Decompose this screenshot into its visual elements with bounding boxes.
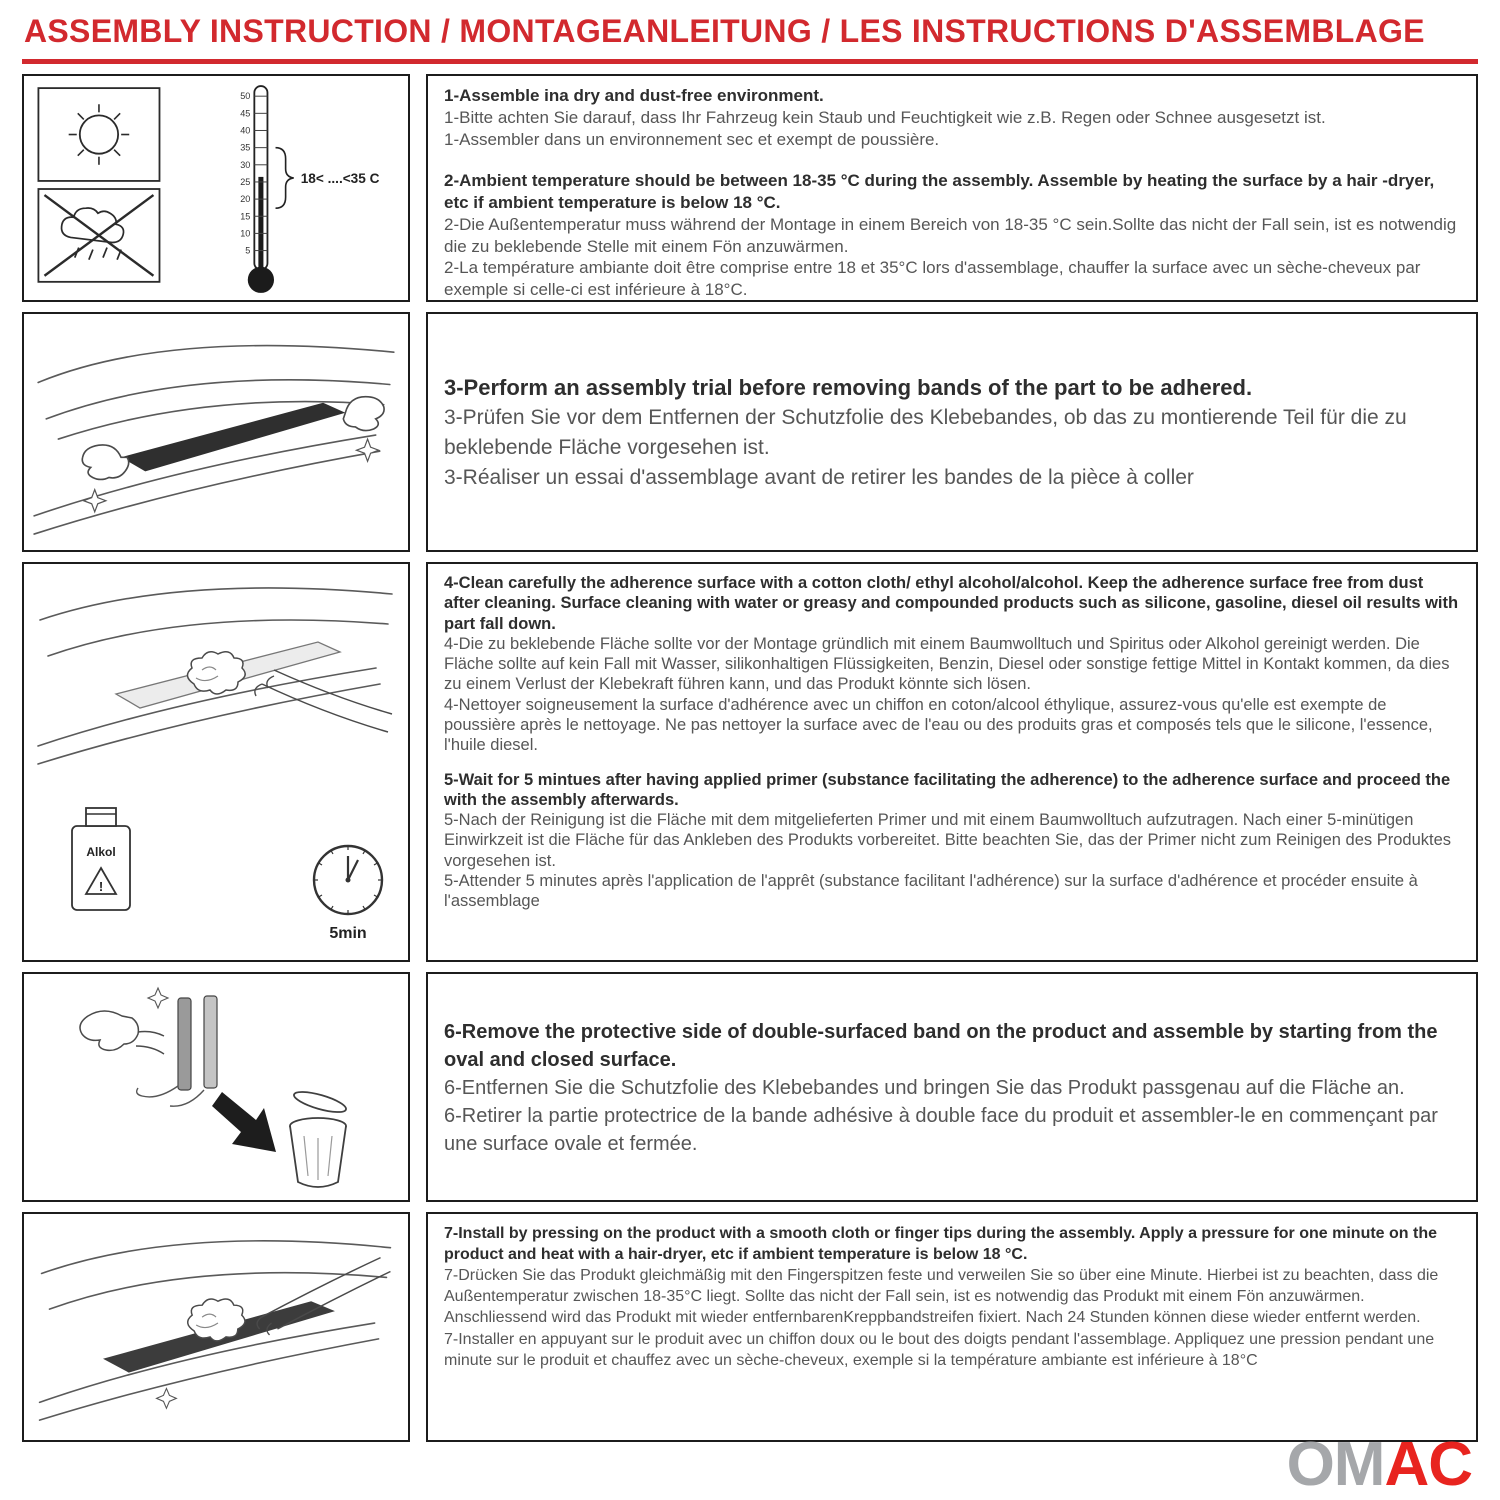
step4-fr: 4-Nettoyer soigneusement la surface d'adhérence avec un chiffon en coton/alcool éthylique, assurez-vous qu'elle est exempte de poussière après le nettoyage. Ne pas nettoyer la surface avec de l'eau ou des produits gras et composés tels que le silicone, l'essence, l'huile diesel. bbox=[444, 695, 1433, 755]
step2-fr: 2-La température ambiante doit être comprise entre 18 et 35°C lors d'assemblage, chauffer la surface avec un sèche-cheveux par exemple si celle-ci est inférieure à 18°C. bbox=[444, 258, 1421, 299]
step4-en: 4-Clean carefully the adherence surface with a cotton cloth/ ethyl alcohol/alcohol. Keep the adherence surface free from dust after cleaning. Surface cleaning with water or greasy and compounded products such as silicone, gasoline, diesel oil results with part fall down. bbox=[444, 574, 1459, 633]
sparkle-icon bbox=[148, 988, 168, 1008]
figure-temperature-conditions bbox=[22, 74, 410, 302]
peeling-hand-sketch bbox=[80, 1011, 164, 1054]
header-divider bbox=[22, 59, 1478, 64]
thermometer-scale bbox=[240, 91, 250, 255]
sparkle-icons bbox=[84, 439, 379, 512]
step5-fr: 5-Attender 5 minutes après l'application de l'apprêt (substance facilitant l'adhérence) sur la surface d'adhérence et procéder ensuite à l'assemblage bbox=[444, 871, 1418, 911]
sun-icon bbox=[69, 104, 130, 165]
svg-text:30: 30 bbox=[240, 159, 251, 170]
adhesive-strips bbox=[137, 996, 217, 1106]
step5-de: 5-Nach der Reinigung ist die Fläche mit dem mitgelieferten Primer und mit einem Baumwolltuch aufzutragen. Nach einer 5-minütigen Einwirkzeit ist die Fläche für das Ankleben des Produkts vorbereitet. Bitte beachten Sie, das der Primer nicht zum Reinigen des Produktes vorgesehen ist. bbox=[444, 811, 1452, 870]
press-install-illustration bbox=[24, 1214, 408, 1440]
svg-text:20: 20 bbox=[240, 194, 251, 205]
condition-boxes bbox=[38, 88, 159, 282]
section-clean-and-primer bbox=[22, 562, 1478, 962]
figure-remove-band bbox=[22, 972, 410, 1202]
clock-label: 5min bbox=[329, 925, 367, 942]
instructions-step-3 bbox=[426, 312, 1478, 552]
svg-text:50: 50 bbox=[240, 91, 251, 102]
figure-clean-surface bbox=[22, 562, 410, 962]
thermometer-icon bbox=[240, 86, 379, 293]
clean-surface-illustration bbox=[24, 564, 408, 960]
omac-logo-gray: OM bbox=[1286, 1430, 1385, 1499]
step1-de: 1-Bitte achten Sie darauf, dass Ihr Fahrzeug kein Staub und Feuchtigkeit wie z.B. Regen oder Schnee ausgesetzt ist. bbox=[444, 107, 1326, 127]
section-assembly-trial bbox=[22, 312, 1478, 552]
figure-assembly-trial bbox=[22, 312, 410, 552]
svg-text:35: 35 bbox=[240, 142, 251, 153]
trash-bin-icon bbox=[290, 1088, 348, 1187]
assembly-trial-illustration bbox=[24, 314, 408, 550]
svg-text:5: 5 bbox=[245, 245, 251, 256]
step6-en: 6-Remove the protective side of double-surfaced band on the product and assemble by starting from the oval and closed surface. bbox=[444, 1020, 1438, 1071]
sparkle-icon bbox=[157, 1388, 177, 1408]
svg-text:25: 25 bbox=[240, 176, 251, 187]
range-bracket bbox=[276, 148, 294, 209]
step6-de: 6-Entfernen Sie die Schutzfolie des Klebebandes und bringen Sie das Produkt passgenau auf die Fläche an. bbox=[444, 1076, 1405, 1099]
step7-de: 7-Drücken Sie das Produkt gleichmäßig mit den Fingerspitzen feste und verweilen Sie so über eine Minute. Hierbei ist zu beachten, dass die Außentemperatur zwischen 18-35°C liegt. Sollte das nicht der Fall sein, ist es notwendig das Produkt mit einem Fön anzuwärmen. Anschliessend wird das Produkt mit wieder entfernbarenKreppbandstreifen fixiert. Nach 24 Stunden können diese wieder entfernt werden. bbox=[444, 1267, 1439, 1327]
section-press-and-heat bbox=[22, 1212, 1478, 1442]
alcohol-bottle-icon bbox=[72, 808, 130, 910]
omac-logo-red: AC bbox=[1384, 1430, 1472, 1499]
svg-text:45: 45 bbox=[240, 108, 251, 119]
step2-de: 2-Die Außentemperatur muss während der Montage in einem Bereich von 18-35 °C sein.Sollte das nicht der Fall sein, ist es notwendig die zu beklebende Stelle mit einem Fön anzuwärmen. bbox=[444, 214, 1457, 256]
instructions-step-6 bbox=[426, 972, 1478, 1202]
section-remove-protective-band bbox=[22, 972, 1478, 1202]
step1-fr: 1-Assembler dans un environnement sec et exempt de poussière. bbox=[444, 129, 940, 149]
step3-de: 3-Prüfen Sie vor dem Entfernen der Schutzfolie des Klebebandes, ob das zu montierende Teil für die zu beklebende Fläche vorgesehen ist. bbox=[444, 406, 1407, 460]
bottle-label: Alkol bbox=[86, 845, 116, 859]
remove-band-illustration bbox=[24, 974, 408, 1200]
svg-text:15: 15 bbox=[240, 211, 251, 222]
step7-en: 7-Install by pressing on the product with a smooth cloth or finger tips during the assembly. Apply a pressure for one minute on the product and heat with a hair-dryer, etc if ambient temperature is below 18 °C. bbox=[444, 1225, 1437, 1264]
page-title: ASSEMBLY INSTRUCTION / MONTAGEANLEITUNG / LES INSTRUCTIONS D'ASSEMBLAGE bbox=[24, 13, 1425, 49]
step3-fr: 3-Réaliser un essai d'assemblage avant de retirer les bandes de la pièce à coller bbox=[444, 466, 1194, 490]
instructions-step-7 bbox=[426, 1212, 1478, 1442]
temperature-conditions-illustration bbox=[24, 76, 408, 300]
instructions-steps-1-2 bbox=[426, 74, 1478, 302]
step5-en: 5-Wait for 5 mintues after having applied primer (substance facilitating the adherence) to the adherence surface and proceed the with the assembly afterwards. bbox=[444, 770, 1451, 809]
figure-press-install bbox=[22, 1212, 410, 1442]
omac-logo bbox=[1286, 1430, 1472, 1499]
section-environment-temperature bbox=[22, 74, 1478, 302]
step3-en: 3-Perform an assembly trial before removing bands of the part to be adhered. bbox=[444, 375, 1253, 401]
temperature-range-label: 18< ....<35 C bbox=[300, 170, 380, 186]
step4-de: 4-Die zu beklebende Fläche sollte vor der Montage gründlich mit einem Baumwolltuch und Spiritus oder Alkohol gereinigt werden. Die Fläche sollte auf kein Fall mit Wasser, silikonhaltigen Flüssigkeiten, Benzin, Diesel oder sonstige fettige Mittel in Kontakt kommen, da dies zu einem Verlust der Klebekraft führen kann, und das Produkt könnte sich lösen. bbox=[444, 634, 1450, 694]
step6-fr: 6-Retirer la partie protectrice de la bande adhésive à double face du produit et assembler-le en commençant par une surface ovale et fermée. bbox=[444, 1104, 1438, 1155]
step7-fr: 7-Installer en appuyant sur le produit avec un chiffon doux ou le bout des doigts pendant l'assemblage. Appliquez une pression pendant une minute sur le produit et chauffez avec un sèche-cheveux, exemple si la température ambiante est inférieure à 18°C bbox=[444, 1330, 1435, 1369]
step2-en: 2-Ambient temperature should be between 18-35 °C during the assembly. Assemble by heating the surface by a hair -dryer, etc if ambient temperature is below 18 °C. bbox=[444, 171, 1435, 212]
step1-en: 1-Assemble ina dry and dust-free environment. bbox=[444, 86, 824, 105]
page-header bbox=[22, 0, 1478, 64]
pressing-hand-and-cloth bbox=[188, 1258, 391, 1341]
clock-icon bbox=[314, 846, 382, 942]
svg-text:40: 40 bbox=[240, 125, 251, 136]
warning-mark: ! bbox=[98, 879, 104, 894]
svg-text:10: 10 bbox=[240, 228, 251, 239]
arrow-icon bbox=[212, 1092, 276, 1152]
no-rain-icon bbox=[44, 195, 153, 276]
instructions-steps-4-5 bbox=[426, 562, 1478, 962]
